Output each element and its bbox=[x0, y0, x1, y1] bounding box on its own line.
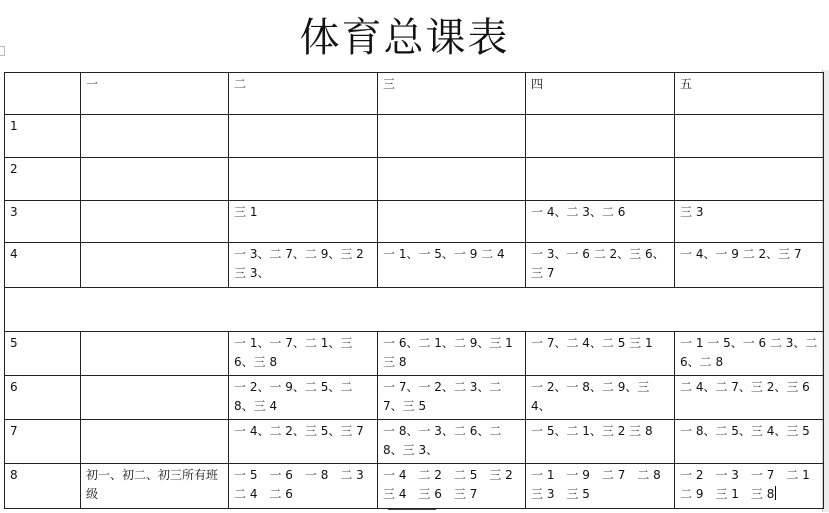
table-cell[interactable]: 二 4、二 7、三 2、三 6 bbox=[675, 376, 824, 420]
table-cell[interactable]: 一 1、一 7、二 1、三 6、三 8 bbox=[229, 332, 378, 376]
header-cell[interactable]: 三 bbox=[378, 73, 526, 115]
table-cell[interactable]: 一 6、二 1、二 9、三 1 三 8 bbox=[378, 332, 526, 376]
table-cell[interactable]: 三 1 bbox=[229, 201, 378, 243]
table-cell[interactable] bbox=[526, 115, 675, 158]
table-cell[interactable] bbox=[526, 158, 675, 201]
table-cell[interactable] bbox=[81, 158, 229, 201]
header-cell[interactable]: 二 bbox=[229, 73, 378, 115]
table-cell[interactable] bbox=[229, 158, 378, 201]
table-cell[interactable]: 一 1 一 5、一 6 二 3、二 6、二 8 bbox=[675, 332, 824, 376]
header-row bbox=[5, 73, 824, 115]
table-cell[interactable] bbox=[675, 464, 824, 509]
table-cell[interactable]: 一 8、一 3、二 6、二 8、三 3、 bbox=[378, 420, 526, 464]
table-cell[interactable]: 一 3、一 6 二 2、三 6、三 7 bbox=[526, 243, 675, 288]
header-cell[interactable]: 四 bbox=[526, 73, 675, 115]
period-cell[interactable]: 6 bbox=[5, 376, 81, 420]
period-cell[interactable]: 1 bbox=[5, 115, 81, 158]
period-cell[interactable]: 8 bbox=[5, 464, 81, 509]
header-cell[interactable] bbox=[5, 73, 81, 115]
table-cell[interactable] bbox=[81, 420, 229, 464]
margin-marker bbox=[0, 46, 5, 56]
table-row bbox=[5, 376, 824, 420]
table-cell[interactable]: 一 1 一 9 二 7 二 8 三 3 三 5 bbox=[526, 464, 675, 509]
table-cell[interactable]: 一 4、二 3、二 6 bbox=[526, 201, 675, 243]
selection-mark bbox=[388, 509, 436, 513]
table-row bbox=[5, 158, 824, 201]
table-cell[interactable]: 一 8、二 5、三 4、三 5 bbox=[675, 420, 824, 464]
header-cell[interactable]: 五 bbox=[675, 73, 824, 115]
table-cell[interactable]: 一 4、二 2、三 5、三 7 bbox=[229, 420, 378, 464]
table-cell[interactable]: 一 7、二 4、二 5 三 1 bbox=[526, 332, 675, 376]
table-row bbox=[5, 115, 824, 158]
table-cell[interactable] bbox=[81, 376, 229, 420]
period-cell[interactable]: 5 bbox=[5, 332, 81, 376]
table-cell[interactable] bbox=[378, 115, 526, 158]
table-row bbox=[5, 332, 824, 376]
table-row bbox=[5, 464, 824, 509]
text-cursor bbox=[775, 486, 776, 500]
table-cell[interactable]: 初一、初二、初三所有班级 bbox=[81, 464, 229, 509]
header-cell[interactable]: 一 bbox=[81, 73, 229, 115]
table-row bbox=[5, 243, 824, 288]
schedule-table bbox=[4, 72, 824, 509]
table-cell[interactable]: 一 5 一 6 一 8 二 3 二 4 二 6 bbox=[229, 464, 378, 509]
table-row bbox=[5, 201, 824, 243]
period-cell[interactable]: 3 bbox=[5, 201, 81, 243]
table-cell[interactable] bbox=[378, 158, 526, 201]
period-cell[interactable]: 2 bbox=[5, 158, 81, 201]
table-cell[interactable] bbox=[81, 201, 229, 243]
table-cell[interactable] bbox=[229, 115, 378, 158]
table-cell[interactable]: 一 2、一 8、二 9、三 4、 bbox=[526, 376, 675, 420]
table-cell[interactable]: 一 1、一 5、一 9 二 4 bbox=[378, 243, 526, 288]
period-cell[interactable]: 4 bbox=[5, 243, 81, 288]
table-cell[interactable] bbox=[81, 115, 229, 158]
table-cell[interactable]: 一 4、一 9 二 2、三 7 bbox=[675, 243, 824, 288]
table-cell[interactable] bbox=[675, 115, 824, 158]
page-title: 体育总课表 bbox=[299, 15, 510, 61]
period-cell[interactable]: 7 bbox=[5, 420, 81, 464]
table-cell[interactable] bbox=[378, 201, 526, 243]
table-cell[interactable]: 一 7、一 2、二 3、二 7、三 5 bbox=[378, 376, 526, 420]
break-row bbox=[5, 288, 824, 332]
table-cell[interactable]: 一 5、二 1、三 2 三 8 bbox=[526, 420, 675, 464]
table-cell[interactable]: 一 2、一 9、二 5、二 8、三 4 bbox=[229, 376, 378, 420]
table-row bbox=[5, 420, 824, 464]
cell-text: 一 2 一 3 一 7 二 1 二 9 三 1 三 8 bbox=[680, 468, 822, 501]
table-cell[interactable] bbox=[675, 158, 824, 201]
table-cell[interactable] bbox=[81, 332, 229, 376]
table-cell[interactable]: 一 3、二 7、二 9、三 2 三 3、 bbox=[229, 243, 378, 288]
table-cell[interactable]: 一 4 二 2 二 5 三 2 三 4 三 6 三 7 bbox=[378, 464, 526, 509]
break-cell[interactable] bbox=[5, 288, 824, 332]
table-cell[interactable]: 三 3 bbox=[675, 201, 824, 243]
table-cell[interactable] bbox=[81, 243, 229, 288]
